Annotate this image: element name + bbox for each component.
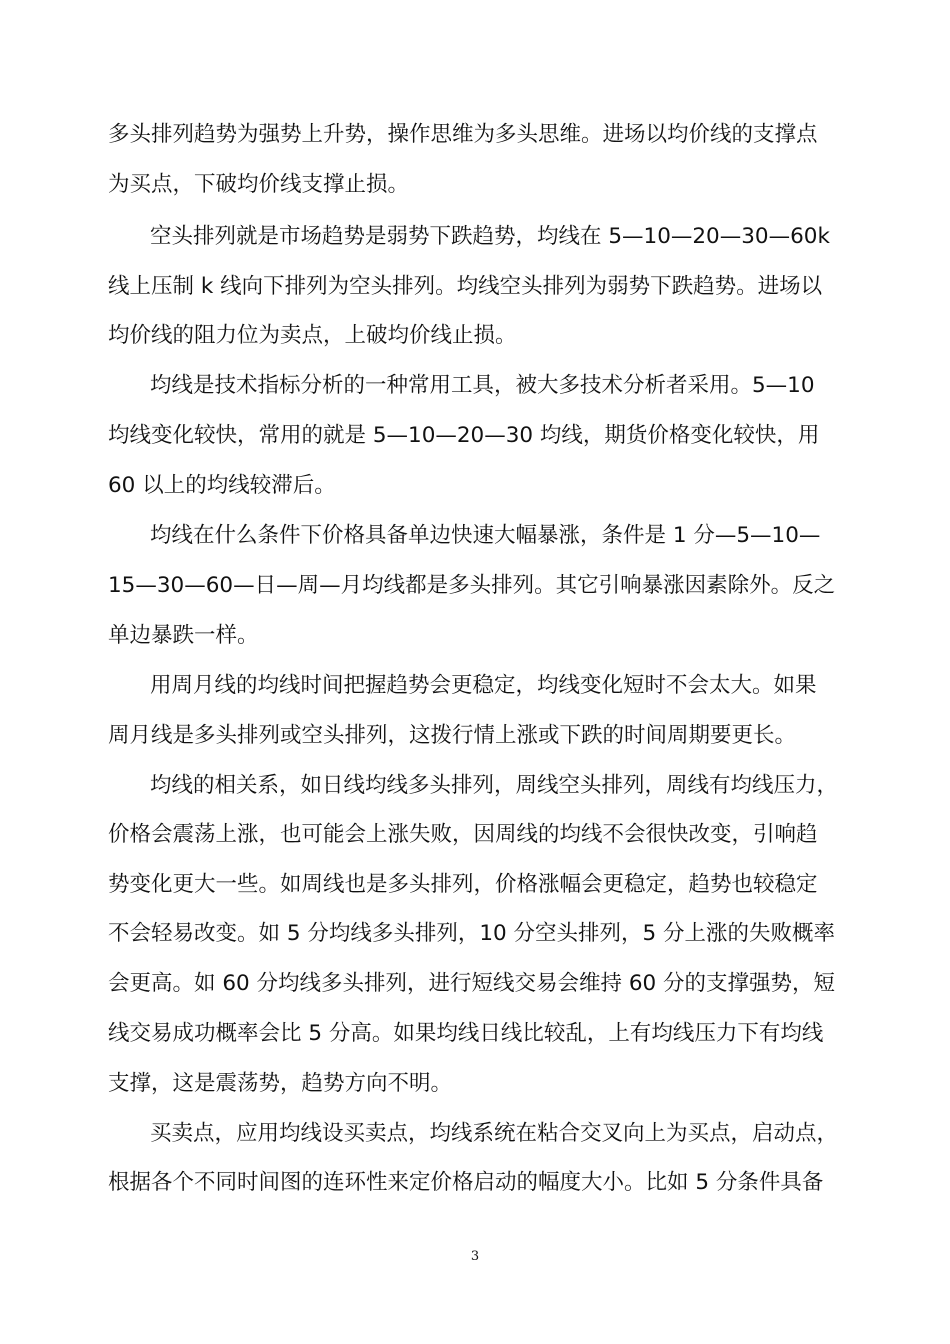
text-line	[0, 1163, 950, 1203]
text-line	[0, 165, 950, 205]
text-line	[0, 666, 950, 706]
text-line	[0, 964, 950, 1004]
line-text: 不会轻易改变。如 5 分均线多头排列，10 分空头排列，5 分上涨的失败概率	[108, 921, 836, 946]
line-text: 会更高。如 60 分均线多头排列，进行短线交易会维持 60 分的支撑强势，短	[108, 971, 836, 996]
line-text: 为买点，下破均价线支撑止损。	[108, 172, 410, 197]
text-line	[0, 1114, 950, 1154]
text-line	[0, 267, 950, 307]
line-text: 支撑，这是震荡势，趋势方向不明。	[108, 1071, 453, 1096]
text-line	[0, 616, 950, 656]
text-line	[0, 815, 950, 855]
line-text: 15—30—60—日—周—月均线都是多头排列。其它引响暴涨因素除外。反之	[108, 573, 836, 598]
line-text: 均线变化较快，常用的就是 5—10—20—30 均线，期货价格变化较快，用	[108, 423, 820, 448]
text-line	[0, 316, 950, 356]
line-text: 均价线的阻力位为卖点，上破均价线止损。	[108, 323, 517, 348]
text-line	[0, 217, 950, 257]
line-text: 多头排列趋势为强势上升势，操作思维为多头思维。进场以均价线的支撑点	[108, 122, 818, 147]
text-line	[0, 115, 950, 155]
text-line	[0, 1064, 950, 1104]
text-line	[0, 766, 950, 806]
line-text: 周月线是多头排列或空头排列，这拨行情上涨或下跌的时间周期要更长。	[108, 723, 797, 748]
text-line	[0, 1014, 950, 1054]
line-text: 空头排列就是市场趋势是弱势下跌趋势，均线在 5—10—20—30—60k	[150, 224, 830, 249]
line-text: 根据各个不同时间图的连环性来定价格启动的幅度大小。比如 5 分条件具备	[108, 1170, 824, 1195]
line-text: 均线的相关系，如日线均线多头排列，周线空头排列，周线有均线压力，	[150, 773, 839, 798]
text-line	[0, 914, 950, 954]
line-text: 60 以上的均线较滞后。	[108, 473, 336, 498]
text-line	[0, 416, 950, 456]
line-text: 线交易成功概率会比 5 分高。如果均线日线比较乱，上有均线压力下有均线	[108, 1021, 824, 1046]
line-text: 势变化更大一些。如周线也是多头排列，价格涨幅会更稳定，趋势也较稳定	[108, 872, 818, 897]
text-line	[0, 566, 950, 606]
text-line	[0, 716, 950, 756]
text-line	[0, 516, 950, 556]
line-text: 单边暴跌一样。	[108, 623, 259, 648]
line-text: 均线是技术指标分析的一种常用工具，被大多技术分析者采用。5—10	[150, 373, 815, 398]
line-text: 买卖点，应用均线设买卖点，均线系统在粘合交叉向上为买点，启动点，	[150, 1121, 839, 1146]
line-text: 线上压制 k 线向下排列为空头排列。均线空头排列为弱势下跌趋势。进场以	[108, 274, 823, 299]
line-text: 用周月线的均线时间把握趋势会更稳定，均线变化短时不会太大。如果	[150, 673, 817, 698]
text-line	[0, 466, 950, 506]
text-line	[0, 865, 950, 905]
line-text: 价格会震荡上涨，也可能会上涨失败，因周线的均线不会很快改变，引响趋	[108, 822, 818, 847]
line-text: 均线在什么条件下价格具备单边快速大幅暴涨，条件是 1 分—5—10—	[150, 523, 821, 548]
page-number: 3	[470, 1249, 480, 1264]
text-line	[0, 366, 950, 406]
